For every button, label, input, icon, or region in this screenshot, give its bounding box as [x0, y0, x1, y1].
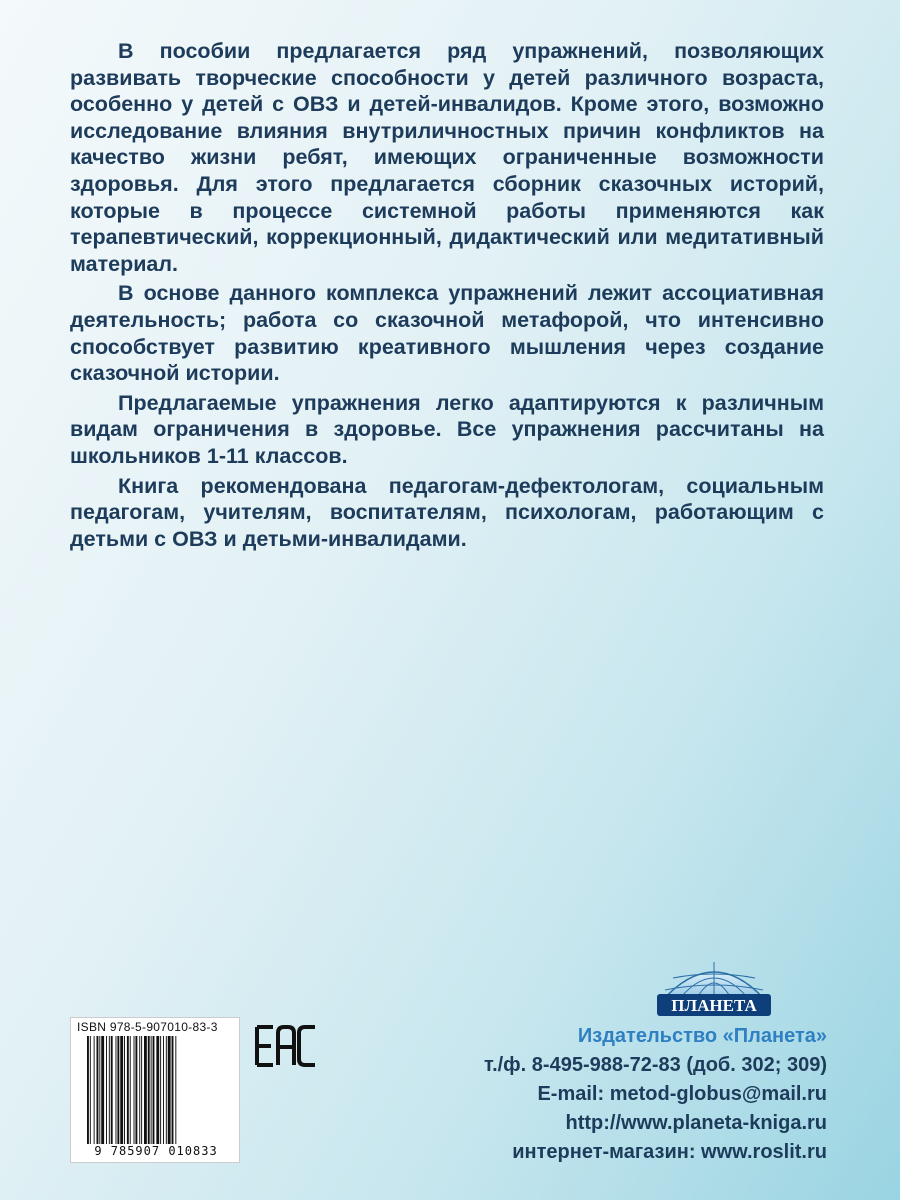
publisher-shop: интернет-магазин: www.roslit.ru [512, 1141, 827, 1163]
publisher-name: Издательство «Планета» [577, 1025, 827, 1047]
publisher-website: http://www.planeta-kniga.ru [565, 1112, 827, 1134]
eac-certification-icon [255, 1025, 317, 1067]
eac-mark [255, 1025, 317, 1067]
paragraph-3: Предлагаемые упражнения легко адаптируются к различным видам ограничения в здоровье. Все упражнения рассчитаны на школьников 1-11 классов. [70, 390, 824, 468]
barcode-number: 9 785907 010833 [94, 1144, 218, 1158]
planeta-logo [655, 950, 773, 1022]
paragraph-4: Книга рекомендована педагогам-дефектологам, социальным педагогам, учителям, воспитателям, психологам, работающим с детьми с ОВЗ и детьми-инвалидами. [70, 473, 824, 551]
barcode-block [70, 1017, 240, 1163]
publisher-phone: т./ф. 8-495-988-72-83 (доб. 302; 309) [484, 1054, 827, 1076]
logo-text: ПЛАНЕТА [671, 996, 757, 1015]
isbn-label: ISBN 978-5-907010-83-3 [77, 1020, 218, 1034]
publisher-info [484, 1022, 827, 1167]
barcode-icon [87, 1036, 235, 1144]
globe-logo-icon [655, 950, 773, 1022]
paragraph-1: В пособии предлагается ряд упражнений, позволяющих развивать творческие способности у детей различного возраста, особенно у детей с ОВЗ и детей-инвалидов. Кроме этого, возможно исследование влияния внутриличностных причин конфликтов на качество жизни ребят, имеющих ограниченные возможности здоровья. Для этого предлагается сборник сказочных историй, которые в процессе системной работы применяются как терапевтический, коррекционный, дидактический или медитативный материал. [70, 39, 824, 276]
paragraph-2: В основе данного комплекса упражнений лежит ассоциативная деятельность; работа со сказочной метафорой, что интенсивно способствует развитию креативного мышления через создание сказочной истории. [70, 281, 824, 386]
publisher-email: E-mail: metod-globus@mail.ru [537, 1083, 827, 1105]
description-text [70, 38, 824, 555]
